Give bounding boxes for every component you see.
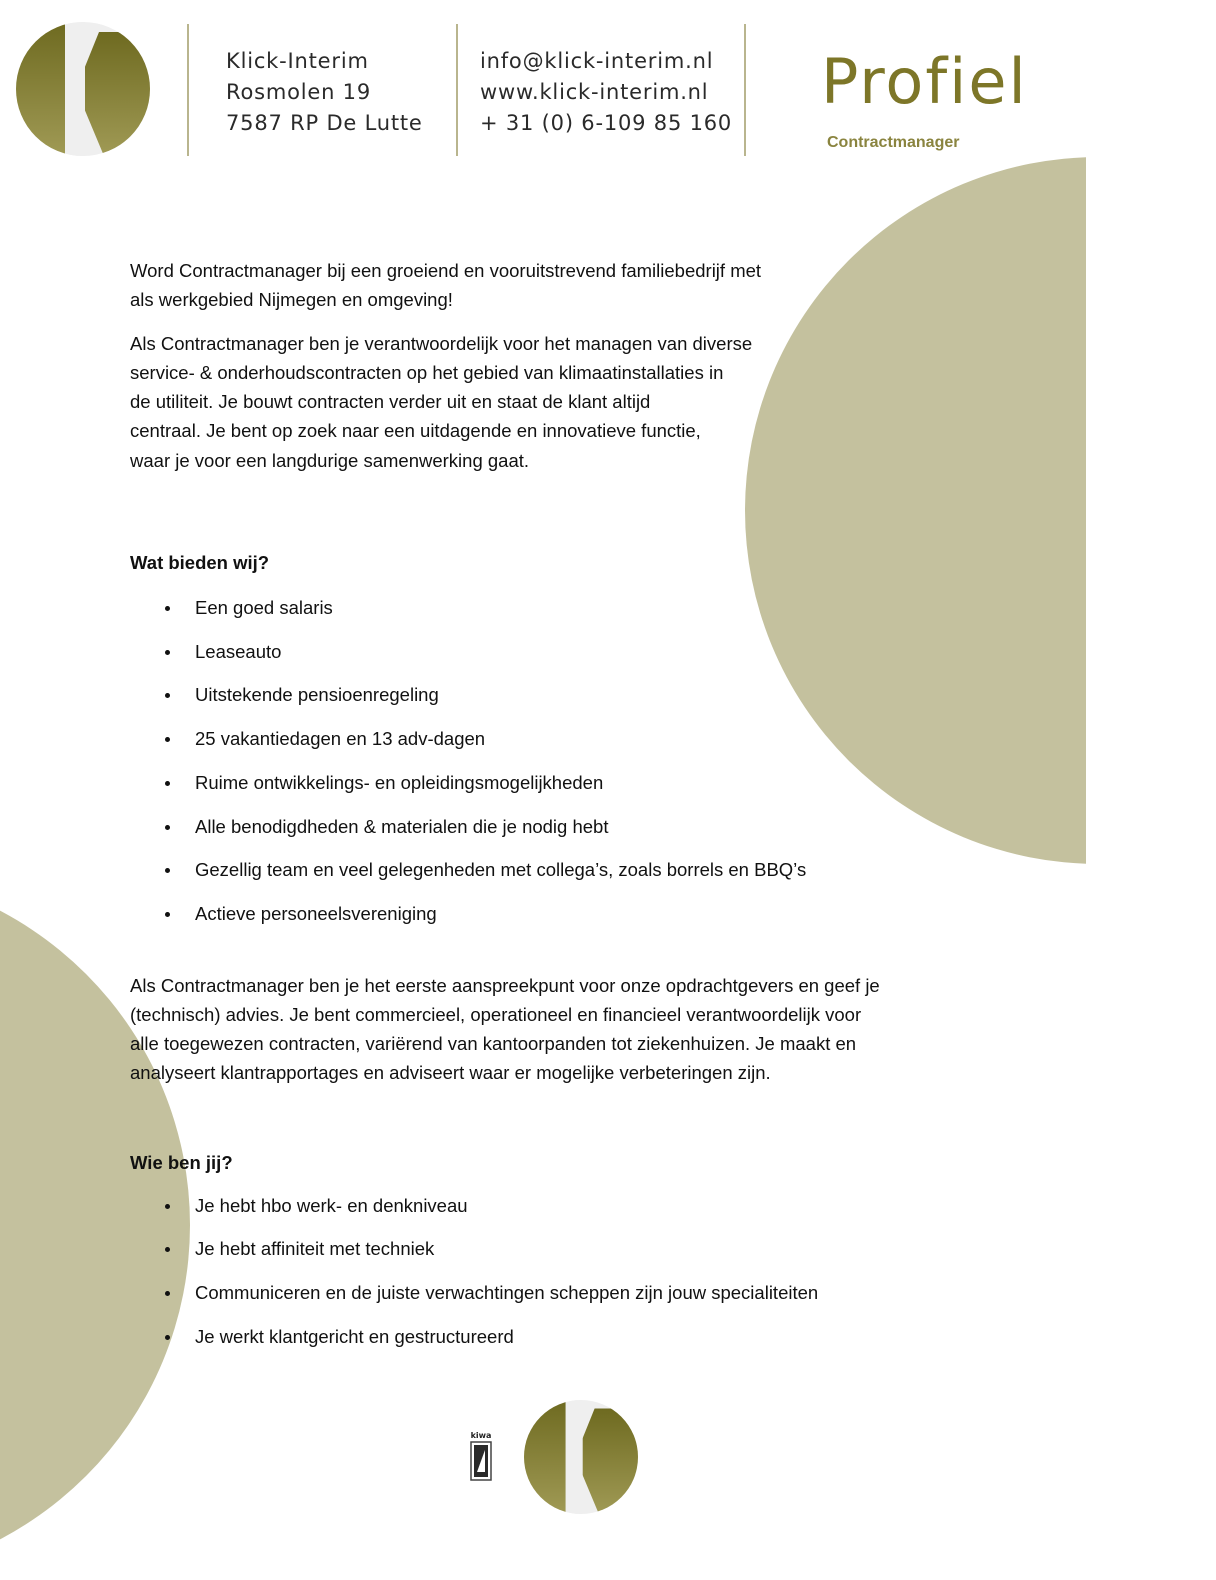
list-item bbox=[130, 724, 1030, 768]
bullet-icon bbox=[165, 868, 170, 873]
text-line: de utiliteit. Je bouwt contracten verder uit en staat de klant altijd bbox=[130, 391, 651, 413]
list-item-text: Actieve personeelsvereniging bbox=[195, 902, 437, 924]
list-item-text: Alle benodigdheden & materialen die je nodig hebt bbox=[195, 815, 609, 837]
list-item bbox=[130, 1234, 1030, 1278]
list-item-text: 25 vakantiedagen en 13 adv-dagen bbox=[195, 728, 486, 750]
bullet-icon bbox=[165, 650, 170, 655]
bullet-icon bbox=[165, 781, 170, 786]
svg-text:kiwa: kiwa bbox=[470, 1431, 492, 1440]
list-item bbox=[130, 899, 1030, 943]
bullet-icon bbox=[165, 912, 170, 917]
list-item-text: Uitstekende pensioenregeling bbox=[195, 684, 439, 706]
text-line: Word Contractmanager bij een groeiend en vooruitstrevend familiebedrijf met bbox=[130, 260, 762, 281]
list-item bbox=[130, 593, 1030, 637]
header-divider-2 bbox=[456, 24, 458, 156]
header-divider-1 bbox=[187, 24, 189, 156]
text-line: centraal. Je bent op zoek naar een uitdagende en innovatieve functie, bbox=[130, 420, 701, 442]
contact-email[interactable]: info@klick-interim.nl bbox=[480, 49, 714, 73]
list-item-text: Gezellig team en veel gelegenheden met collega’s, zoals borrels en BBQ’s bbox=[195, 859, 807, 881]
company-city: 7587 RP De Lutte bbox=[226, 111, 423, 135]
intro-paragraph-2 bbox=[130, 329, 1030, 475]
list-item-text: Leaseauto bbox=[195, 640, 282, 662]
text-line: (technisch) advies. Je bent commercieel, operationeel en financieel verantwoordelijk voor bbox=[130, 1003, 862, 1025]
profile-heading: Wie ben jij? bbox=[130, 1151, 233, 1173]
text-line: analyseert klantrapportages en adviseert waar er mogelijke verbeteringen zijn. bbox=[130, 1062, 771, 1084]
list-item-text: Ruime ontwikkelings- en opleidingsmogelijkheden bbox=[195, 771, 604, 793]
kiwa-certification-icon bbox=[467, 1428, 495, 1484]
header bbox=[0, 0, 1216, 170]
list-item bbox=[130, 1322, 1030, 1366]
list-item-text: Communiceren en de juiste verwachtingen scheppen zijn jouw specialiteiten bbox=[195, 1282, 819, 1304]
footer bbox=[0, 1395, 1216, 1525]
bullet-icon bbox=[165, 606, 170, 611]
text-line: waar je voor een langdurige samenwerking gaat. bbox=[130, 449, 530, 471]
company-address bbox=[226, 46, 423, 139]
list-item-text: Je hebt affiniteit met techniek bbox=[195, 1238, 435, 1260]
page-subtitle: Contractmanager bbox=[827, 134, 960, 151]
text-line: service- & onderhoudscontracten op het gebied van klimaatinstallaties in bbox=[130, 361, 724, 383]
klick-logo bbox=[16, 22, 150, 156]
intro-paragraph-1 bbox=[130, 256, 1030, 315]
role-paragraph bbox=[130, 971, 1030, 1088]
bullet-icon bbox=[165, 693, 170, 698]
contact-website[interactable]: www.klick-interim.nl bbox=[480, 80, 709, 104]
list-item bbox=[130, 768, 1030, 812]
contact-phone: + 31 (0) 6-109 85 160 bbox=[480, 111, 733, 135]
bullet-icon bbox=[165, 1247, 170, 1252]
list-item bbox=[130, 637, 1030, 681]
bullet-icon bbox=[165, 825, 170, 830]
list-item bbox=[130, 812, 1030, 856]
list-item bbox=[130, 1278, 1030, 1322]
bullet-icon bbox=[165, 1335, 170, 1340]
text-line: Als Contractmanager ben je verantwoordelijk voor het managen van diverse bbox=[130, 332, 753, 354]
list-item-text: Een goed salaris bbox=[195, 597, 333, 619]
offer-heading: Wat bieden wij? bbox=[130, 552, 270, 574]
page-title: Profiel bbox=[821, 45, 1028, 118]
bullet-icon bbox=[165, 1204, 170, 1209]
profile-list bbox=[130, 1191, 1030, 1366]
text-line: alle toegewezen contracten, variërend van kantoorpanden tot ziekenhuizen. Je maakt en bbox=[130, 1033, 857, 1055]
bullet-icon bbox=[165, 737, 170, 742]
company-contact bbox=[480, 46, 732, 139]
list-item-text: Je werkt klantgericht en gestructureerd bbox=[195, 1325, 514, 1347]
text-line: als werkgebied Nijmegen en omgeving! bbox=[130, 289, 453, 311]
list-item bbox=[130, 1191, 1030, 1235]
main-content bbox=[130, 256, 1030, 1366]
list-item-text: Je hebt hbo werk- en denkniveau bbox=[195, 1194, 468, 1216]
offer-list bbox=[130, 593, 1030, 943]
bullet-icon bbox=[165, 1291, 170, 1296]
list-item bbox=[130, 680, 1030, 724]
company-street: Rosmolen 19 bbox=[226, 80, 372, 104]
klick-footer-logo bbox=[524, 1400, 638, 1514]
header-divider-3 bbox=[744, 24, 746, 156]
text-line: Als Contractmanager ben je het eerste aanspreekpunt voor onze opdrachtgevers en geef je bbox=[130, 974, 880, 996]
company-name: Klick-Interim bbox=[226, 49, 369, 73]
list-item bbox=[130, 855, 1030, 899]
